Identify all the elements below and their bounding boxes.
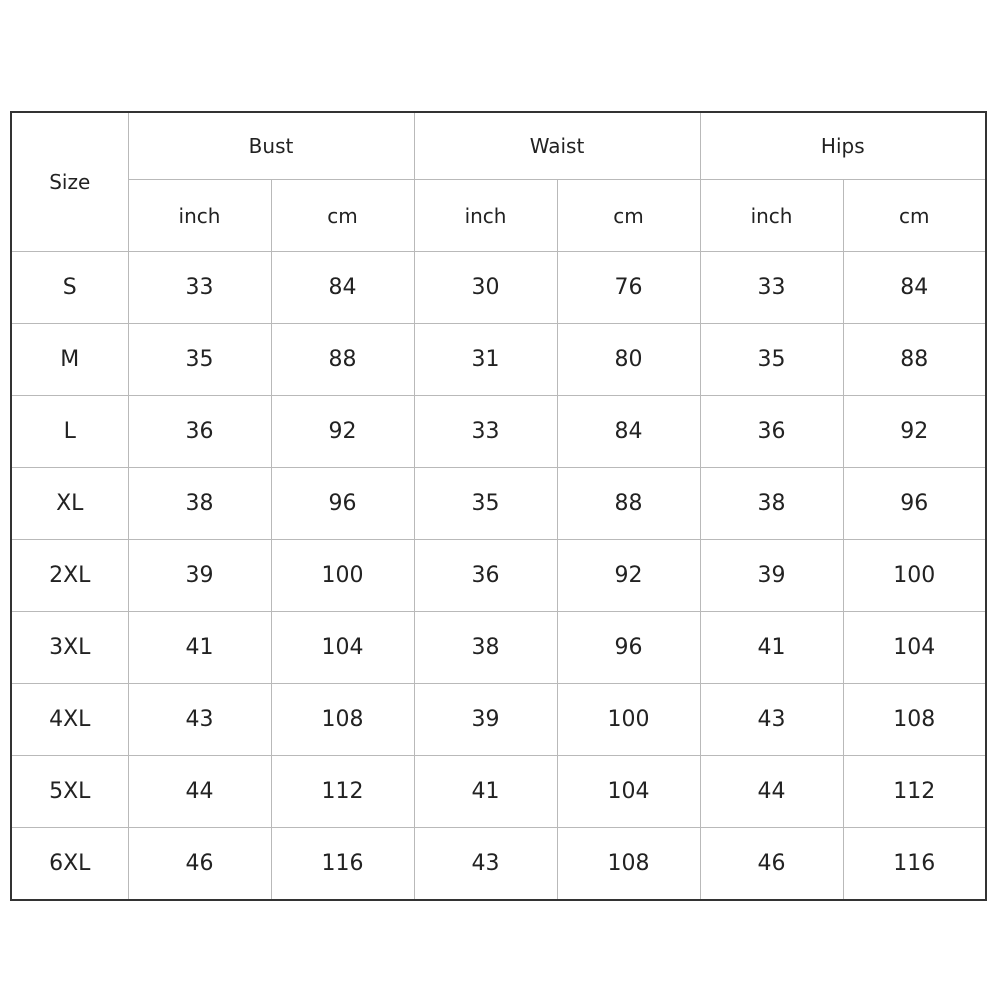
table-row	[11, 324, 986, 396]
bust-cm-cell: 92	[271, 396, 414, 468]
bust-inch-cell: 43	[128, 684, 271, 756]
hips-inch-cell: 41	[700, 612, 843, 684]
hips-inch-cell: 43	[700, 684, 843, 756]
size-label-cell: 3XL	[11, 612, 128, 684]
size-column-header: Size	[11, 112, 128, 252]
hips-inch-cell: 33	[700, 252, 843, 324]
size-label-cell: XL	[11, 468, 128, 540]
waist-inch-cell: 38	[414, 612, 557, 684]
size-label-cell: 6XL	[11, 828, 128, 901]
waist-inch-cell: 33	[414, 396, 557, 468]
bust-cm-header: cm	[271, 180, 414, 252]
bust-inch-header: inch	[128, 180, 271, 252]
size-chart-table	[10, 111, 987, 901]
size-label-cell: M	[11, 324, 128, 396]
waist-inch-cell: 31	[414, 324, 557, 396]
table-row	[11, 684, 986, 756]
size-label-cell: L	[11, 396, 128, 468]
size-chart-body	[11, 112, 986, 900]
waist-inch-cell: 36	[414, 540, 557, 612]
table-row	[11, 468, 986, 540]
hips-inch-cell: 36	[700, 396, 843, 468]
table-row	[11, 612, 986, 684]
size-label-cell: 2XL	[11, 540, 128, 612]
bust-inch-cell: 44	[128, 756, 271, 828]
hips-cm-cell: 88	[843, 324, 986, 396]
unit-header-row	[11, 180, 986, 252]
bust-inch-cell: 38	[128, 468, 271, 540]
waist-inch-cell: 41	[414, 756, 557, 828]
bust-inch-cell: 39	[128, 540, 271, 612]
hips-inch-header: inch	[700, 180, 843, 252]
waist-cm-header: cm	[557, 180, 700, 252]
waist-cm-cell: 100	[557, 684, 700, 756]
bust-inch-cell: 46	[128, 828, 271, 901]
bust-cm-cell: 84	[271, 252, 414, 324]
waist-cm-cell: 76	[557, 252, 700, 324]
waist-cm-cell: 84	[557, 396, 700, 468]
hips-cm-cell: 104	[843, 612, 986, 684]
hips-cm-cell: 108	[843, 684, 986, 756]
hips-inch-cell: 38	[700, 468, 843, 540]
bust-header: Bust	[128, 112, 414, 180]
waist-inch-header: inch	[414, 180, 557, 252]
hips-inch-cell: 39	[700, 540, 843, 612]
waist-cm-cell: 92	[557, 540, 700, 612]
waist-inch-cell: 43	[414, 828, 557, 901]
bust-cm-cell: 112	[271, 756, 414, 828]
hips-header: Hips	[700, 112, 986, 180]
bust-inch-cell: 36	[128, 396, 271, 468]
hips-cm-header: cm	[843, 180, 986, 252]
waist-cm-cell: 96	[557, 612, 700, 684]
hips-cm-cell: 96	[843, 468, 986, 540]
waist-cm-cell: 80	[557, 324, 700, 396]
waist-header: Waist	[414, 112, 700, 180]
waist-inch-cell: 39	[414, 684, 557, 756]
size-label-cell: 5XL	[11, 756, 128, 828]
bust-cm-cell: 104	[271, 612, 414, 684]
table-row	[11, 828, 986, 901]
bust-inch-cell: 33	[128, 252, 271, 324]
hips-cm-cell: 84	[843, 252, 986, 324]
hips-cm-cell: 116	[843, 828, 986, 901]
table-row	[11, 396, 986, 468]
size-label-cell: S	[11, 252, 128, 324]
bust-cm-cell: 88	[271, 324, 414, 396]
table-row	[11, 252, 986, 324]
table-row	[11, 540, 986, 612]
bust-cm-cell: 116	[271, 828, 414, 901]
hips-inch-cell: 35	[700, 324, 843, 396]
waist-cm-cell: 104	[557, 756, 700, 828]
bust-cm-cell: 108	[271, 684, 414, 756]
group-header-row	[11, 112, 986, 180]
bust-inch-cell: 41	[128, 612, 271, 684]
hips-cm-cell: 100	[843, 540, 986, 612]
hips-cm-cell: 92	[843, 396, 986, 468]
size-label-cell: 4XL	[11, 684, 128, 756]
table-row	[11, 756, 986, 828]
hips-inch-cell: 46	[700, 828, 843, 901]
bust-cm-cell: 100	[271, 540, 414, 612]
waist-inch-cell: 35	[414, 468, 557, 540]
hips-inch-cell: 44	[700, 756, 843, 828]
waist-cm-cell: 108	[557, 828, 700, 901]
waist-inch-cell: 30	[414, 252, 557, 324]
bust-inch-cell: 35	[128, 324, 271, 396]
hips-cm-cell: 112	[843, 756, 986, 828]
waist-cm-cell: 88	[557, 468, 700, 540]
bust-cm-cell: 96	[271, 468, 414, 540]
